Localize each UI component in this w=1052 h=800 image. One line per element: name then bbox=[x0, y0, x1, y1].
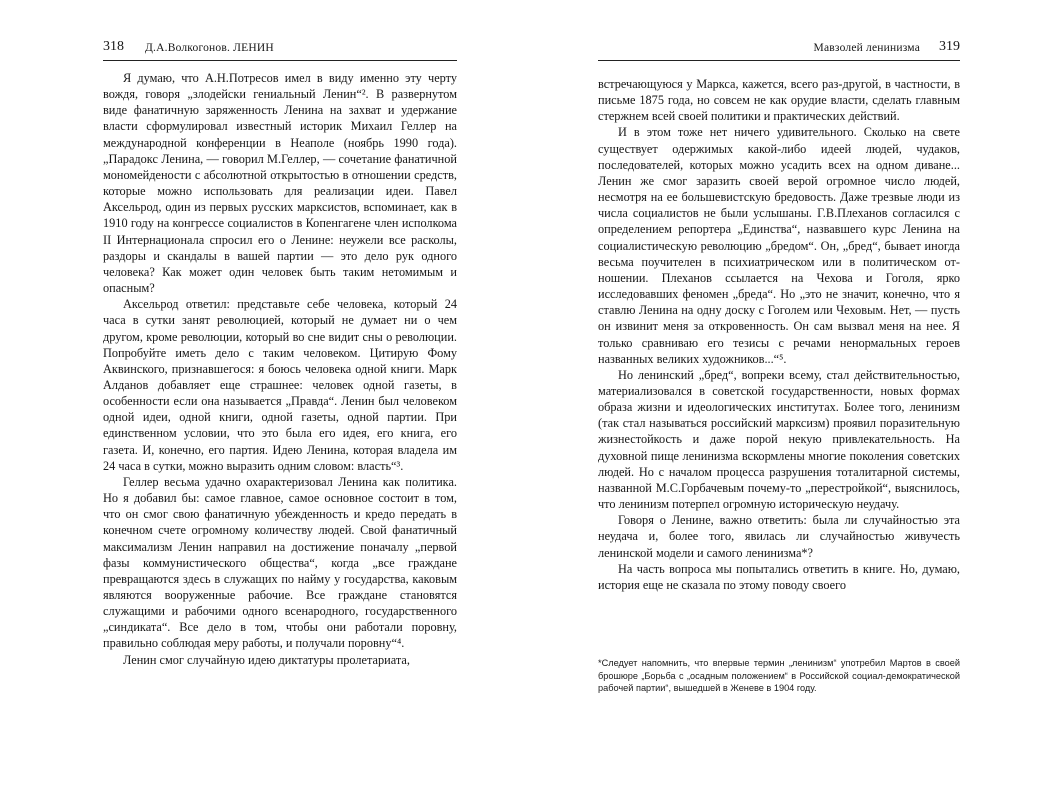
running-head-left bbox=[103, 38, 457, 61]
paragraph: Аксельрод ответил: представьте себе человека, который 24 часа в сутки занят революцией, который не думает ни о чем другом, кроме революции, который во сне видит сны о революции. Попробуйте иметь дело с таким человеком. Цитирую Фому Аквинского, признавшегося: я боюсь человека одной книги. Марк Алданов добавляет еще страшнее: человек одной газеты, в особенности если она называется „Правда“. Ленин был человеком одной идеи, одной книги, одной газеты, одной партии. При единственном условии, что это была его идея, его книга, его газета. И, конечно, его партия. Идею Ленина, которая владела им 24 часа в сутки, можно выразить одним словом: власть“³. bbox=[103, 297, 457, 473]
footnote: *Следует напомнить, что впервые термин „ленинизм“ употребил Мартов в своей брошюре „Борьба с „осадным положением“ в Российской социал-демократической рабочей партии“, вышедшей в Женеве в 1904 году. bbox=[598, 658, 960, 694]
paragraph: Ленин смог случайную идею диктатуры пролетариата, bbox=[123, 652, 410, 667]
page-number: 319 bbox=[939, 39, 960, 54]
paragraph: И в этом тоже нет ничего удивительного. Сколько на свете существует одержимых какой-либо идеей людей, чудаков, последователей, которых можно усадить всех на одном диване... Ленин же смог заразить своей верой огромное число людей, несмотря на ее большевистскую бредовость. Даже трезвые люди из числа социалистов не были услышаны. Г.В.Плеханов согласился с определением репортера „Единства“, назвавшего курс Ленина на социалистическую революцию „бредом“. Он, „бред“, бывает иногда весьма поучителен в психиатрическом или в политическом отношении. Плеханов ссылается на Чехова и Гоголя, ярко исследовавших феномен „бреда“. Но „это не значит, конечно, что я ставлю Ленина на одну доску с Гоголем или Чеховым. Нет, — пусть он извинит меня за откровенность. Он сам вызвал меня на нее. Я только сравниваю его тезисы с речами ненормальных героев названных великих художников...“⁵. bbox=[598, 125, 960, 366]
page-number: 318 bbox=[103, 39, 124, 54]
paragraph: Я думаю, что А.Н.Потресов имел в виду именно эту черту вождя, говоря „злодейски гениальный Ленин“². В развернутом виде фанатичную заряженность Ленина на захват и удержание власти сформулировал известный историк Михаил Геллер на международной конференции в Неаполе (ноябрь 1990 года). „Парадокс Ленина, — говорил М.Геллер, — сочетание фанатичной мономейдености с абсолютной открытостью в отношении средств, которые можно использовать для реализации идеи. Павел Аксельрод, один из первых русских марксистов, вспоминает, как в 1910 году на конгрессе социалистов в Копенгагене член исполкома II Интернационала спросил его о Ленине: неужели все расколы, раздоры и скандалы в вашей партии — это дело рук одного человека? Как может один человек быть таким нетомимым и опасным? bbox=[103, 71, 457, 296]
running-title: Мавзолей ленинизма bbox=[813, 42, 920, 54]
paragraph: На часть вопроса мы попытались ответить в книге. Но, думаю, история еще не сказала по этому поводу своего bbox=[598, 561, 960, 592]
left-page bbox=[103, 0, 457, 800]
left-page-body bbox=[103, 70, 457, 668]
paragraph: Но ленинский „бред“, вопреки всему, стал действительностью, материализовался в советской государственности, новых формах образа жизни и идеологических институтах. Более того, ленинизм (так стал называться российский марксизм) проявил поразительную жизнестойкость и даже порой некую привлекательность. На духовной пище ленинизма вскормлены многие поколения советских людей. Но с началом процесса разрушения тоталитарной системы, названной М.С.Горбачевым почему-то „перестройкой“, выяснилось, что ленинизм потерпел огромную историческую неудачу. bbox=[598, 367, 960, 512]
running-title: Д.А.Волкогонов. ЛЕНИН bbox=[145, 42, 274, 54]
right-page-body bbox=[598, 76, 960, 593]
paragraph: Говоря о Ленине, важно ответить: была ли случайностью эта неудача и, более того, явилась ли случайностью живучесть ленинской модели и самого ленинизма*? bbox=[598, 513, 960, 560]
right-page bbox=[598, 0, 960, 800]
paragraph: Геллер весьма удачно охарактеризовал Ленина как политика. Но я добавил бы: самое главное, самое основное состоит в том, что он смог свою фанатичную убежденность и кредо передать в конечном счете огромному количеству людей. Свой фанатичный максимализм Ленин направил на достижение поначалу „первой фазы коммунистического общества“, когда „все граждане превращаются здесь в служащих по найму у государства, каковым являются вооруженные рабочие. Все граждане становятся служащими и рабочими одного всенародного, государственного „синдиката“. Все дело в том, чтобы они работали поровну, правильно соблюдая меру работы, и получали поровну“⁴. bbox=[103, 474, 457, 651]
paragraph: встречающуюся у Маркса, кажется, всего раз-другой, в частности, в письме 1875 года, но совсем не как орудие власти, сделать главным стержнем всей своей политики и практических действий. bbox=[598, 77, 960, 124]
running-head-right bbox=[598, 38, 960, 61]
